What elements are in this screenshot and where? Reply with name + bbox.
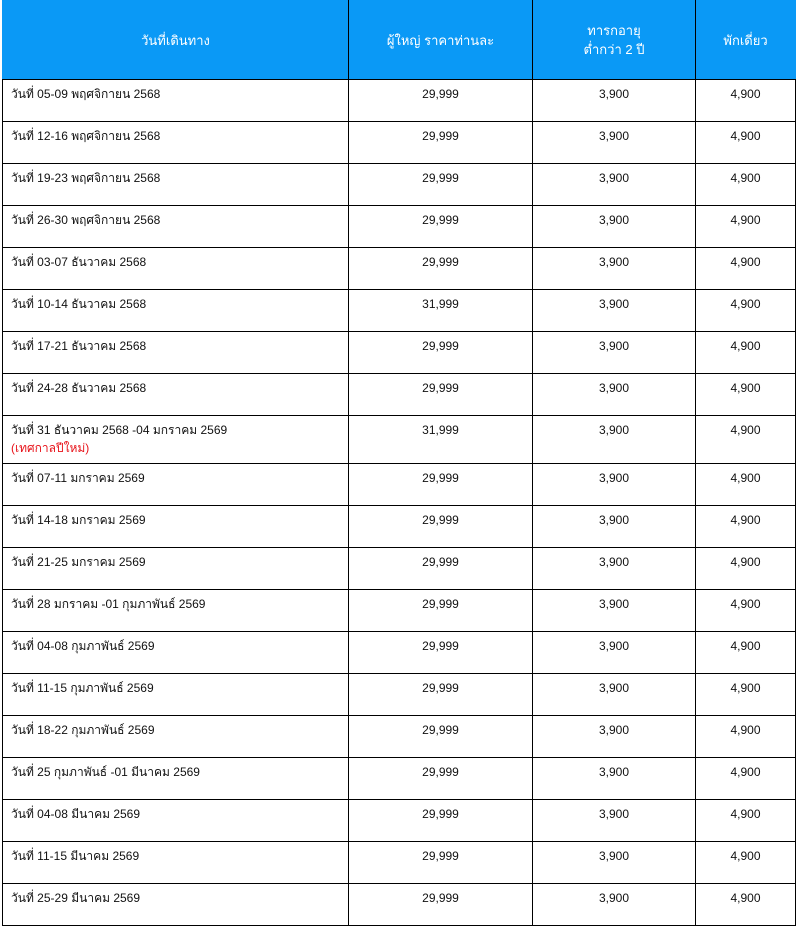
single-supplement-cell: 4,900 — [696, 758, 796, 800]
infant-price-cell: 3,900 — [533, 590, 696, 632]
infant-price-cell: 3,900 — [533, 290, 696, 332]
infant-price-cell: 3,900 — [533, 842, 696, 884]
infant-price-cell: 3,900 — [533, 506, 696, 548]
adult-price-cell: 29,999 — [349, 674, 533, 716]
single-supplement-cell: 4,900 — [696, 590, 796, 632]
travel-date: วันที่ 05-09 พฤศจิกายน 2568 — [11, 87, 161, 101]
table-row — [3, 632, 796, 674]
table-row — [3, 842, 796, 884]
travel-date: วันที่ 12-16 พฤศจิกายน 2568 — [11, 129, 161, 143]
infant-price-cell: 3,900 — [533, 248, 696, 290]
travel-date-cell — [3, 674, 349, 716]
table-row — [3, 548, 796, 590]
adult-price-cell: 29,999 — [349, 842, 533, 884]
travel-date-cell — [3, 248, 349, 290]
travel-date-cell — [3, 758, 349, 800]
travel-date: วันที่ 18-22 กุมภาพันธ์ 2569 — [11, 723, 155, 737]
infant-price-cell: 3,900 — [533, 632, 696, 674]
adult-price-cell: 29,999 — [349, 590, 533, 632]
table-row — [3, 416, 796, 464]
travel-date: วันที่ 25 กุมภาพันธ์ -01 มีนาคม 2569 — [11, 765, 200, 779]
travel-date-cell — [3, 800, 349, 842]
single-supplement-cell: 4,900 — [696, 674, 796, 716]
infant-price-cell: 3,900 — [533, 758, 696, 800]
adult-price-cell: 29,999 — [349, 332, 533, 374]
infant-price-cell: 3,900 — [533, 332, 696, 374]
adult-price-cell: 29,999 — [349, 374, 533, 416]
travel-date: วันที่ 07-11 มกราคม 2569 — [11, 471, 145, 485]
table-row — [3, 716, 796, 758]
single-supplement-cell: 4,900 — [696, 800, 796, 842]
adult-price-cell: 29,999 — [349, 758, 533, 800]
infant-price-cell: 3,900 — [533, 164, 696, 206]
adult-price-cell: 29,999 — [349, 548, 533, 590]
travel-date: วันที่ 31 ธันวาคม 2568 -04 มกราคม 2569 — [11, 423, 228, 437]
adult-price-cell: 29,999 — [349, 716, 533, 758]
adult-price-cell: 29,999 — [349, 248, 533, 290]
holiday-note: (เทศกาลปีใหม่) — [11, 441, 90, 455]
single-supplement-cell: 4,900 — [696, 206, 796, 248]
travel-date: วันที่ 04-08 กุมภาพันธ์ 2569 — [11, 639, 155, 653]
travel-date-cell — [3, 632, 349, 674]
single-supplement-cell: 4,900 — [696, 374, 796, 416]
adult-price-cell: 29,999 — [349, 884, 533, 926]
table-row — [3, 332, 796, 374]
header-single-supplement: พักเดี่ยว — [696, 1, 796, 80]
header-row — [3, 1, 796, 80]
table-row — [3, 464, 796, 506]
travel-date: วันที่ 25-29 มีนาคม 2569 — [11, 891, 141, 905]
table-row — [3, 80, 796, 122]
travel-date: วันที่ 26-30 พฤศจิกายน 2568 — [11, 213, 161, 227]
adult-price-cell: 29,999 — [349, 164, 533, 206]
travel-date: วันที่ 14-18 มกราคม 2569 — [11, 513, 146, 527]
adult-price-cell: 29,999 — [349, 122, 533, 164]
travel-date-cell — [3, 464, 349, 506]
adult-price-cell: 29,999 — [349, 506, 533, 548]
travel-date: วันที่ 11-15 กุมภาพันธ์ 2569 — [11, 681, 154, 695]
infant-price-cell: 3,900 — [533, 122, 696, 164]
infant-price-cell: 3,900 — [533, 416, 696, 464]
infant-price-cell: 3,900 — [533, 716, 696, 758]
travel-date: วันที่ 10-14 ธันวาคม 2568 — [11, 297, 147, 311]
infant-price-cell: 3,900 — [533, 374, 696, 416]
infant-price-cell: 3,900 — [533, 884, 696, 926]
single-supplement-cell: 4,900 — [696, 506, 796, 548]
travel-date-cell — [3, 548, 349, 590]
travel-date-cell — [3, 506, 349, 548]
table-row — [3, 290, 796, 332]
header-infant-line2: ต่ำกว่า 2 ปี — [583, 42, 645, 57]
header-infant-line1: ทารกอายุ — [587, 23, 641, 38]
single-supplement-cell: 4,900 — [696, 464, 796, 506]
infant-price-cell: 3,900 — [533, 800, 696, 842]
single-supplement-cell: 4,900 — [696, 122, 796, 164]
travel-date: วันที่ 17-21 ธันวาคม 2568 — [11, 339, 147, 353]
travel-date-cell — [3, 590, 349, 632]
infant-price-cell: 3,900 — [533, 674, 696, 716]
table-row — [3, 248, 796, 290]
table-row — [3, 206, 796, 248]
travel-date: วันที่ 19-23 พฤศจิกายน 2568 — [11, 171, 161, 185]
single-supplement-cell: 4,900 — [696, 164, 796, 206]
travel-date: วันที่ 03-07 ธันวาคม 2568 — [11, 255, 147, 269]
table-row — [3, 884, 796, 926]
travel-date-cell — [3, 416, 349, 464]
travel-date: วันที่ 11-15 มีนาคม 2569 — [11, 849, 140, 863]
table-row — [3, 800, 796, 842]
table-row — [3, 374, 796, 416]
table-body — [3, 80, 796, 926]
travel-date-cell — [3, 80, 349, 122]
adult-price-cell: 31,999 — [349, 416, 533, 464]
single-supplement-cell: 4,900 — [696, 842, 796, 884]
table-header — [3, 1, 796, 80]
travel-date: วันที่ 21-25 มกราคม 2569 — [11, 555, 146, 569]
price-table — [2, 0, 796, 926]
single-supplement-cell: 4,900 — [696, 290, 796, 332]
infant-price-cell: 3,900 — [533, 464, 696, 506]
travel-date: วันที่ 28 มกราคม -01 กุมภาพันธ์ 2569 — [11, 597, 206, 611]
adult-price-cell: 29,999 — [349, 800, 533, 842]
travel-date-cell — [3, 716, 349, 758]
table-row — [3, 590, 796, 632]
travel-date: วันที่ 24-28 ธันวาคม 2568 — [11, 381, 147, 395]
travel-date-cell — [3, 842, 349, 884]
infant-price-cell: 3,900 — [533, 80, 696, 122]
travel-date-cell — [3, 164, 349, 206]
adult-price-cell: 29,999 — [349, 80, 533, 122]
adult-price-cell: 31,999 — [349, 290, 533, 332]
travel-date-cell — [3, 122, 349, 164]
travel-date-cell — [3, 884, 349, 926]
table-row — [3, 164, 796, 206]
travel-date-cell — [3, 332, 349, 374]
header-infant-price — [533, 1, 696, 80]
single-supplement-cell: 4,900 — [696, 716, 796, 758]
single-supplement-cell: 4,900 — [696, 248, 796, 290]
travel-date-cell — [3, 206, 349, 248]
adult-price-cell: 29,999 — [349, 206, 533, 248]
infant-price-cell: 3,900 — [533, 548, 696, 590]
header-adult-price: ผู้ใหญ่ ราคาท่านละ — [349, 1, 533, 80]
single-supplement-cell: 4,900 — [696, 332, 796, 374]
infant-price-cell: 3,900 — [533, 206, 696, 248]
adult-price-cell: 29,999 — [349, 632, 533, 674]
single-supplement-cell: 4,900 — [696, 80, 796, 122]
table-row — [3, 506, 796, 548]
table-row — [3, 758, 796, 800]
single-supplement-cell: 4,900 — [696, 632, 796, 674]
single-supplement-cell: 4,900 — [696, 416, 796, 464]
travel-date-cell — [3, 374, 349, 416]
single-supplement-cell: 4,900 — [696, 884, 796, 926]
adult-price-cell: 29,999 — [349, 464, 533, 506]
table-row — [3, 122, 796, 164]
header-travel-date: วันที่เดินทาง — [3, 1, 349, 80]
travel-date: วันที่ 04-08 มีนาคม 2569 — [11, 807, 141, 821]
single-supplement-cell: 4,900 — [696, 548, 796, 590]
travel-date-cell — [3, 290, 349, 332]
table-row — [3, 674, 796, 716]
